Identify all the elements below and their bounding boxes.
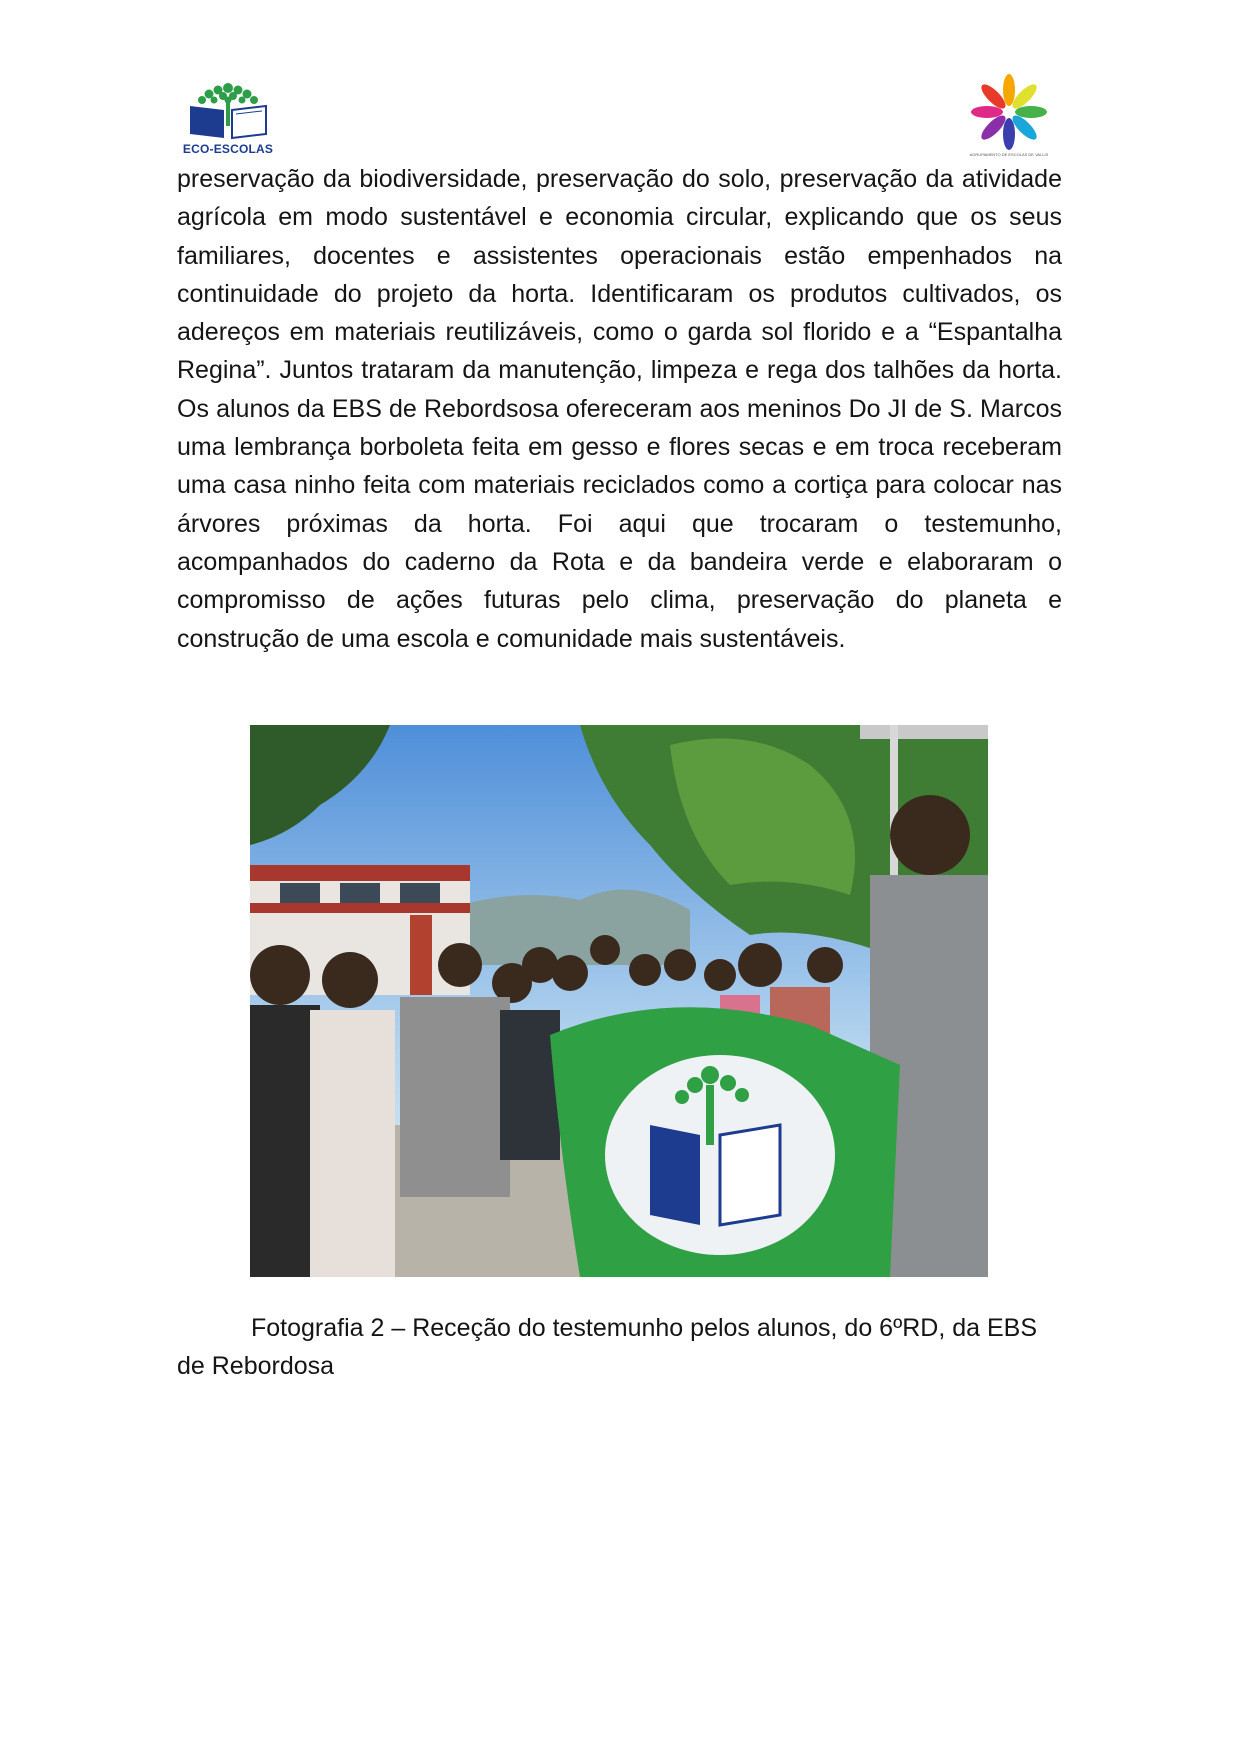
flower-icon: [958, 72, 1060, 152]
body-paragraph: preservação da biodiversidade, preservação do solo, preservação da atividade agrícola em modo sustentável e economia circular, explicando que os seus familiares, docentes e assistentes operacionais estão empenhados na continuidade do projeto da horta. Identificaram os produtos cultivados, os adereços em materiais reutilizáveis, como o garda sol florido e a “Espantalha Regina”. Juntos trataram da manutenção, limpeza e rega dos talhões da horta. Os alunos da EBS de Rebordsosa ofereceram aos meninos Do JI de S. Marcos uma lembrança borboleta feita em gesso e flores secas e em troca receberam uma casa ninho feita com materiais reciclados como a cortiça para colocar nas árvores próximas da horta. Foi aqui que trocaram o testemunho, acompanhados do caderno da Rota e da bandeira verde e elaboraram o compromisso de ações futuras pelo clima, preservação do planeta e construção de uma escola e comunidade mais sustentáveis.: [177, 165, 1062, 653]
agrupamento-logo-text: AGRUPAMENTO DE ESCOLAS DE VALLIS: [969, 152, 1049, 157]
eco-escolas-logo-text: ECO-ESCOLAS: [182, 142, 274, 156]
tree-book-icon: [178, 78, 278, 142]
photo-caption: Fotografia 2 – Receção do testemunho pelos alunos, do 6ºRD, da EBS de Rebordosa: [177, 1314, 1037, 1380]
eco-escolas-logo: [178, 78, 278, 158]
group-photo-illustration: [250, 725, 988, 1277]
group-photo: [250, 725, 988, 1277]
agrupamento-logo: [958, 72, 1060, 160]
